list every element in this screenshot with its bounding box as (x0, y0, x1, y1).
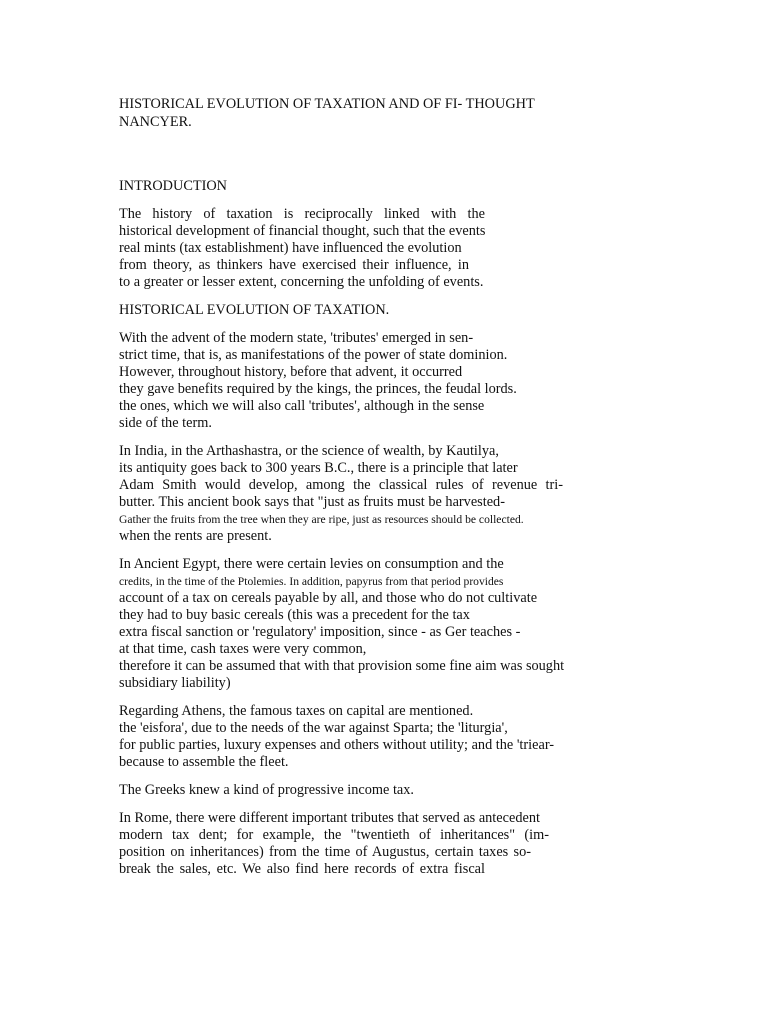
document-title (119, 95, 599, 131)
paragraph-line: real mints (tax establishment) have influenced the evolution (119, 240, 462, 256)
title-line: NANCYER. (119, 114, 192, 130)
paragraph (119, 810, 599, 878)
paragraph-line: the 'eisfora', due to the needs of the war against Sparta; the 'liturgia', (119, 720, 508, 736)
paragraph (119, 330, 599, 432)
paragraph-line: With the advent of the modern state, 'tributes' emerged in sen- (119, 330, 474, 346)
paragraph-line: subsidiary liability) (119, 675, 231, 691)
paragraph-line: In India, in the Arthashastra, or the science of wealth, by Kautilya, (119, 443, 499, 459)
paragraph-line: they gave benefits required by the kings, the princes, the feudal lords. (119, 381, 517, 397)
paragraph-line: The history of taxation is reciprocally linked with the (119, 206, 485, 222)
paragraph-line: Regarding Athens, the famous taxes on capital are mentioned. (119, 703, 474, 719)
paragraph-line: strict time, that is, as manifestations of the power of state dominion. (119, 347, 508, 363)
paragraph-line: the ones, which we will also call 'tributes', although in the sense (119, 398, 485, 414)
paragraph-line: therefore it can be assumed that with that provision some fine aim was sought (119, 658, 565, 674)
paragraph-line: position on inheritances) from the time of Augustus, certain taxes so- (119, 844, 531, 860)
paragraph-line: butter. This ancient book says that "just as fruits must be harvested- (119, 494, 505, 510)
paragraph-line: In Rome, there were different important tributes that served as antecedent (119, 810, 540, 826)
paragraph-line: for public parties, luxury expenses and others without utility; and the 'triear- (119, 737, 555, 753)
paragraph-line: side of the term. (119, 415, 212, 431)
section-heading-historical-evolution: HISTORICAL EVOLUTION OF TAXATION. (119, 302, 390, 318)
paragraph-line: when the rents are present. (119, 528, 272, 544)
paragraph (119, 782, 599, 799)
paragraph-line: they had to buy basic cereals (this was a precedent for the tax (119, 607, 470, 623)
document-page (119, 95, 599, 878)
paragraph-line: because to assemble the fleet. (119, 754, 289, 770)
paragraph-line: to a greater or lesser extent, concerning the unfolding of events. (119, 274, 484, 290)
paragraph-line: The Greeks knew a kind of progressive income tax. (119, 782, 414, 798)
paragraph-line: Adam Smith would develop, among the classical rules of revenue tri- (119, 477, 563, 493)
paragraph-line: its antiquity goes back to 300 years B.C., there is a principle that later (119, 460, 518, 476)
paragraph-line: modern tax dent; for example, the "twentieth of inheritances" (im- (119, 827, 549, 843)
paragraph-line: Gather the fruits from the tree when they are ripe, just as resources should be collected. (119, 513, 524, 526)
paragraph (119, 703, 599, 771)
paragraph-line: However, throughout history, before that advent, it occurred (119, 364, 463, 380)
paragraph-line: break the sales, etc. We also find here records of extra fiscal (119, 861, 485, 877)
paragraph-line: credits, in the time of the Ptolemies. In addition, papyrus from that period provides (119, 575, 504, 588)
paragraph (119, 556, 599, 692)
paragraph-line: at that time, cash taxes were very common, (119, 641, 367, 657)
paragraph-line: In Ancient Egypt, there were certain levies on consumption and the (119, 556, 504, 572)
section-heading-introduction: INTRODUCTION (119, 178, 228, 194)
paragraph-line: historical development of financial thought, such that the events (119, 223, 486, 239)
paragraph (119, 206, 599, 291)
paragraph (119, 443, 599, 545)
title-line: HISTORICAL EVOLUTION OF TAXATION AND OF FI- THOUGHT (119, 96, 535, 112)
paragraph-line: from theory, as thinkers have exercised their influence, in (119, 257, 469, 273)
paragraph-line: account of a tax on cereals payable by all, and those who do not cultivate (119, 590, 538, 606)
paragraph-line: extra fiscal sanction or 'regulatory' imposition, since - as Ger teaches - (119, 624, 521, 640)
